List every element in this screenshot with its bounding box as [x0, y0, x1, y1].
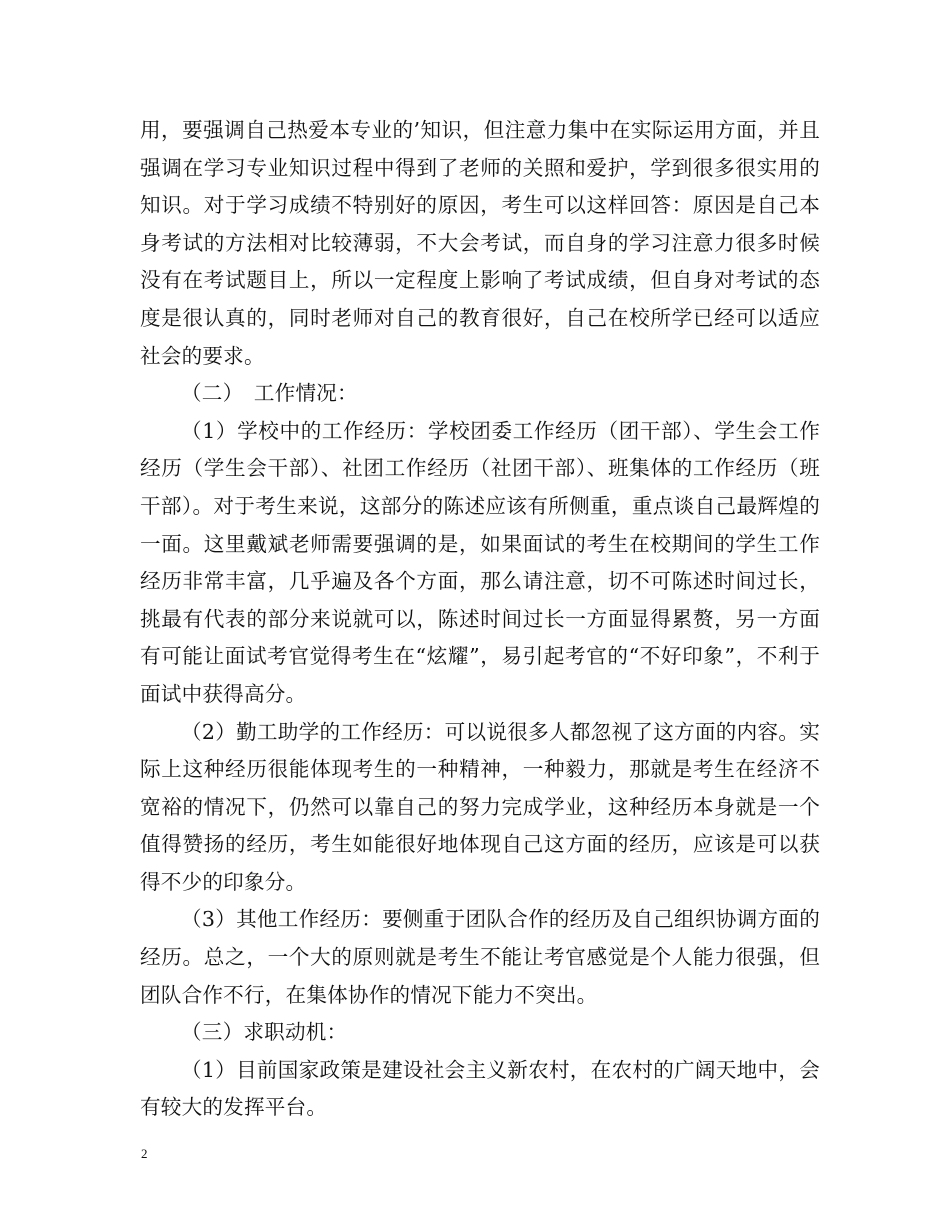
paragraph-school-work: （1）学校中的工作经历：学校团委工作经历（团干部）、学生会工作经历（学生会干部）、社团工作经历（社团干部）、班集体的工作经历（班干部）。对于考生来说，这部分的陈述应该有所侧重，重点谈自己最辉煌的一面。这里戴斌老师需要强调的是，如果面试的考生在校期间的学生工作经历非常丰富，几乎遍及各个方面，那么请注意，切不可陈述时间过长，挑最有代表的部分来说就可以，陈述时间过长一方面显得累赘，另一方面有可能让面试考官觉得考生在“炫耀”，易引起考官的“不好印象”，不利于面试中获得高分。: [140, 418, 820, 706]
section-heading-motivation: （三）求职动机：: [181, 1020, 348, 1045]
paragraph-work-study: （2）勤工助学的工作经历：可以说很多人都忽视了这方面的内容。实际上这种经历很能体现考生的一种精神，一种毅力，那就是考生在经济不宽裕的情况下，仍然可以靠自己的努力完成学业，这种经历本身就是一个值得赞扬的经历，考生如能很好地体现自己这方面的经历，应该是可以获得不少的印象分。: [140, 719, 820, 894]
paragraph-other-work: （3）其他工作经历：要侧重于团队合作的经历及自己组织协调方面的经历。总之，一个大的原则就是考生不能让考官感觉是个人能力很强，但团队合作不行，在集体协作的情况下能力不突出。: [140, 907, 820, 1007]
paragraph-1: 用，要强调自己热爱本专业的’知识，但注意力集中在实际运用方面，并且强调在学习专业知识过程中得到了老师的关照和爱护，学到很多很实用的知识。对于学习成绩不特别好的原因，考生可以这样回答：原因是自己本身考试的方法相对比较薄弱，不大会考试，而自身的学习注意力很多时候没有在考试题目上，所以一定程度上影响了考试成绩，但自身对考试的态度是很认真的，同时老师对自己的教育很好，自己在校所学已经可以适应社会的要求。: [140, 118, 820, 368]
page-number: 2: [141, 1146, 148, 1161]
paragraph-motivation-1: （1）目前国家政策是建设社会主义新农村，在农村的广阔天地中，会有较大的发挥平台。: [140, 1057, 820, 1120]
document-body: [140, 112, 820, 1127]
section-heading-work: （二） 工作情况：: [181, 381, 358, 406]
